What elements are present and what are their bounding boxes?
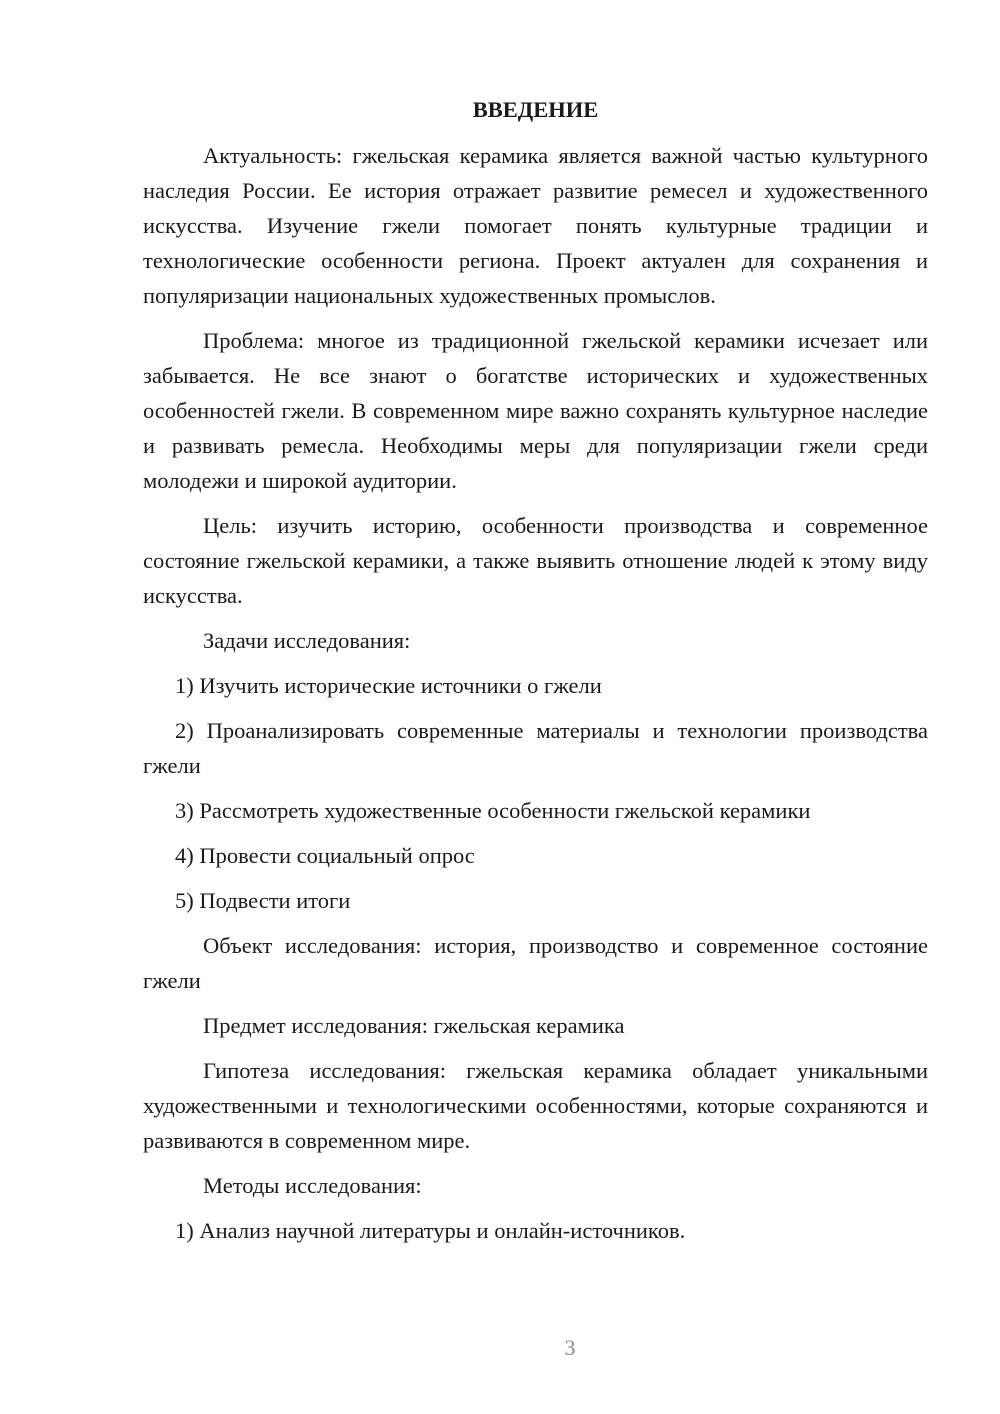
methods-label: Методы исследования:	[203, 1173, 422, 1198]
hypothesis-paragraph: Гипотеза исследования: гжельская керамика обладает уникальными художественными и технологическими особенностями, которые сохраняются и развиваются в современном мире.	[143, 1058, 928, 1153]
tasks-label: Задачи исследования:	[203, 628, 411, 653]
task-item-5: 5) Подвести итоги	[175, 888, 351, 913]
task-item-1: 1) Изучить исторические источники о гжели	[175, 673, 602, 698]
page-title: ВВЕДЕНИЕ	[472, 97, 599, 122]
problem-paragraph: Проблема: многое из традиционной гжельской керамики исчезает или забывается. Не все знают о богатстве исторических и художественных особенностей гжели. В современном мире важно сохранять культурное наследие и развивать ремесла. Необходимы меры для популяризации гжели среди молодежи и широкой аудитории.	[143, 328, 928, 493]
method-item-1: 1) Анализ научной литературы и онлайн-источников.	[175, 1218, 686, 1243]
goal-paragraph: Цель: изучить историю, особенности производства и современное состояние гжельской керамики, а также выявить отношение людей к этому виду искусства.	[143, 513, 928, 608]
subject-paragraph: Предмет исследования: гжельская керамика	[203, 1013, 625, 1038]
object-paragraph: Объект исследования: история, производство и современное состояние гжели	[143, 933, 928, 993]
page-number: 3	[564, 1335, 576, 1360]
task-item-2: 2) Проанализировать современные материалы и технологии производства гжели	[143, 718, 928, 778]
relevance-paragraph: Актуальность: гжельская керамика является важной частью культурного наследия России. Ее история отражает развитие ремесел и художественного искусства. Изучение гжели помогает понять культурные традиции и технологические особенности региона. Проект актуален для сохранения и популяризации национальных художественных промыслов.	[143, 143, 928, 308]
task-item-3: 3) Рассмотреть художественные особенности гжельской керамики	[175, 798, 811, 823]
task-item-4: 4) Провести социальный опрос	[175, 843, 475, 868]
document-page	[143, 92, 928, 1258]
